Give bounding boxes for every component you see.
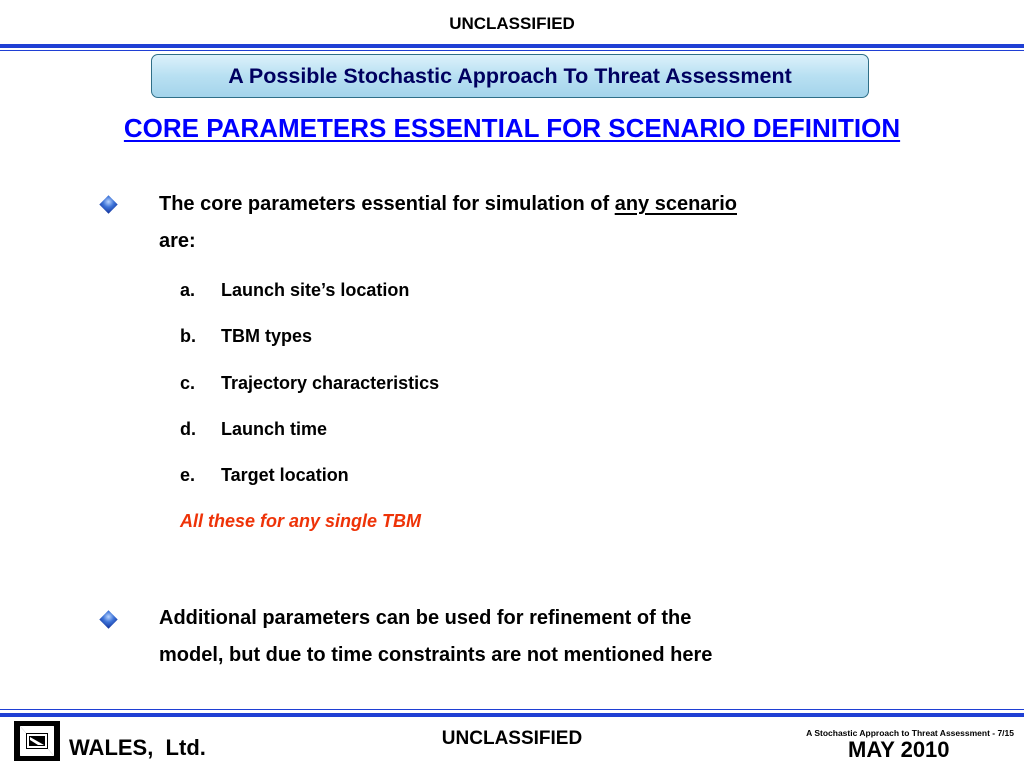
slide-banner bbox=[151, 54, 869, 98]
param-text: Trajectory characteristics bbox=[221, 373, 440, 393]
param-letter: c. bbox=[180, 373, 196, 393]
bullet-icon bbox=[99, 195, 117, 213]
company-name: WALES, Ltd. bbox=[69, 735, 206, 760]
bullet-1-emphasis: any scenario bbox=[614, 193, 737, 215]
param-text: TBM types bbox=[221, 326, 313, 346]
param-letter: d. bbox=[180, 419, 196, 439]
bullet-2-line-2: model, but due to time constraints are not mentioned here bbox=[159, 644, 713, 666]
bullet-1-line-2: are: bbox=[159, 230, 196, 252]
bullet-2-text bbox=[159, 600, 712, 674]
footer-rule-thick bbox=[0, 713, 1024, 717]
bullet-1-text bbox=[159, 186, 737, 260]
bullet-icon bbox=[99, 610, 117, 628]
header-rule-thick bbox=[0, 44, 1024, 48]
header-classification: UNCLASSIFIED bbox=[449, 14, 575, 33]
page-reference: A Stochastic Approach to Threat Assessment - 7/15 bbox=[806, 728, 1014, 738]
banner-title: A Possible Stochastic Approach To Threat Assessment bbox=[228, 63, 792, 88]
header-rule-thin bbox=[0, 50, 1024, 51]
param-text: Launch time bbox=[221, 419, 328, 439]
param-text: Target location bbox=[221, 465, 349, 485]
footer-date: MAY 2010 bbox=[848, 737, 950, 762]
bullet-1-lead: The core parameters essential for simulation of bbox=[159, 193, 615, 215]
param-letter: b. bbox=[180, 326, 196, 346]
note-text: All these for any single TBM bbox=[180, 511, 422, 531]
bullet-2-line-1: Additional parameters can be used for refinement of the bbox=[159, 607, 692, 629]
param-letter: a. bbox=[180, 280, 196, 300]
footer-rule-thin bbox=[0, 709, 1024, 710]
section-title: CORE PARAMETERS ESSENTIAL FOR SCENARIO DEFINITION bbox=[123, 113, 901, 143]
param-text: Launch site’s location bbox=[221, 280, 410, 300]
footer-classification: UNCLASSIFIED bbox=[441, 728, 583, 749]
param-letter: e. bbox=[180, 465, 196, 485]
bullet-1-line-1 bbox=[159, 186, 737, 223]
